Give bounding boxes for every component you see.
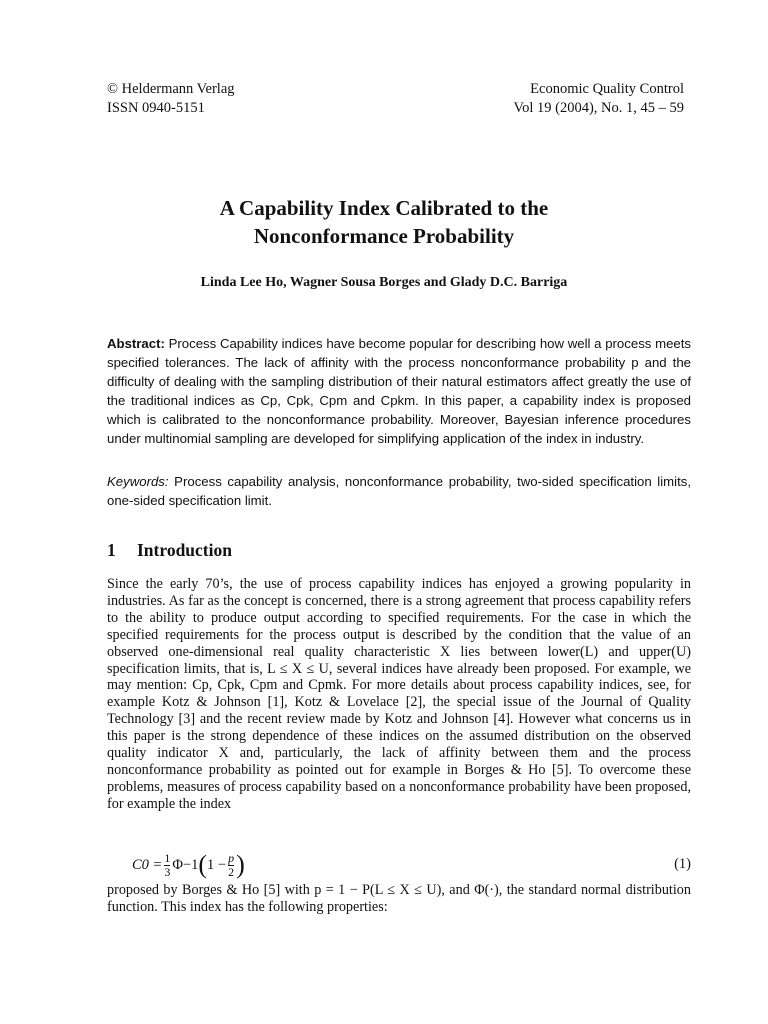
title-line-2: Nonconformance Probability: [253, 224, 515, 248]
keywords: [107, 472, 691, 510]
publisher-block: [107, 80, 235, 118]
left-paren: (: [198, 850, 208, 879]
paper-title: [0, 194, 768, 250]
p-denominator: 2: [228, 864, 235, 879]
after-equation-paragraph: proposed by Borges & Ho [5] with p = 1 − P(L ≤ X ≤ U), and Φ(·), the standard normal distribution function. This index has the following properties:: [107, 882, 691, 915]
coef-numerator: 1: [164, 850, 171, 865]
section-heading: [107, 540, 232, 561]
abstract: [107, 334, 691, 448]
after-equation-text: [107, 882, 691, 916]
intro-body: [107, 576, 691, 813]
publisher-name: © Heldermann Verlag: [107, 81, 235, 97]
section-title: Introduction: [137, 540, 232, 560]
issn: ISSN 0940-5151: [107, 100, 205, 116]
abstract-label: Abstract:: [107, 336, 165, 351]
section-number: 1: [107, 540, 116, 560]
p-fraction: [228, 852, 234, 879]
equation-inner: 1 −: [207, 856, 227, 873]
coef-denominator: 3: [164, 864, 171, 879]
keywords-text: Process capability analysis, nonconformance probability, two-sided specification limits, one-sided specification limit.: [107, 474, 691, 508]
equation-body: [132, 848, 245, 882]
volume-info: Vol 19 (2004), No. 1, 45 – 59: [513, 100, 684, 116]
journal-name: Economic Quality Control: [530, 81, 684, 97]
coefficient-fraction: [164, 852, 170, 879]
journal-block: [513, 80, 684, 118]
intro-paragraph: Since the early 70’s, the use of process capability indices has enjoyed a growing popularity in industries. As far as the concept is concerned, there is a strong agreement that process capability refers to the ability to produce output according to specified requirements. For the case in which the specified requirements for the process output is described by the condition that the value of an observed one-dimensional real quality characteristic X lies between lower(L) and upper(U) specification limits, that is, L ≤ X ≤ U, several indices have already been proposed. For example, we may mention: Cp, Cpk, Cpm and Cpmk. For more details about process capability indices, see, for example Kotz & Johnson [1], Kotz & Lovelace [2], the special issue of the Journal of Quality Technology [3] and the recent review made by Kotz and Johnson [4]. However what concerns us in this paper is the strong dependence of these indices on the assumed distribution on the observed quality indicator X and, particularly, the lack of affinity between them and the process nonconformance probability as pointed out for example in Borges & Ho [5]. To overcome these problems, measures of process capability based on a nonconformance probability have been proposed, for example the index: [107, 576, 691, 812]
p-numerator: p: [228, 850, 235, 865]
abstract-text: Process Capability indices have become popular for describing how well a process meets specified tolerances. The lack of affinity with the process nonconformance probability p and the difficulty of dealing with the sampling distribution of their natural estimators affect greatly the use of the traditional indices as Cp, Cpk, Cpm and Cpkm. In this paper, a capability index is proposed which is calibrated to the nonconformance probability. Moreover, Bayesian inference procedures under multinomial sampling are developed for simplifying application of the index in industry.: [107, 336, 691, 446]
right-paren: ): [236, 850, 245, 879]
equation-1: [107, 848, 691, 882]
keywords-label: Keywords:: [107, 474, 169, 489]
author-list: Linda Lee Ho, Wagner Sousa Borges and Glady D.C. Barriga: [200, 275, 568, 290]
equation-lhs: C0 =: [132, 856, 163, 873]
equation-number: (1): [674, 856, 691, 872]
title-line-1: A Capability Index Calibrated to the: [219, 196, 549, 220]
equation-func: Φ−1: [172, 856, 199, 873]
page-header: [107, 80, 684, 118]
